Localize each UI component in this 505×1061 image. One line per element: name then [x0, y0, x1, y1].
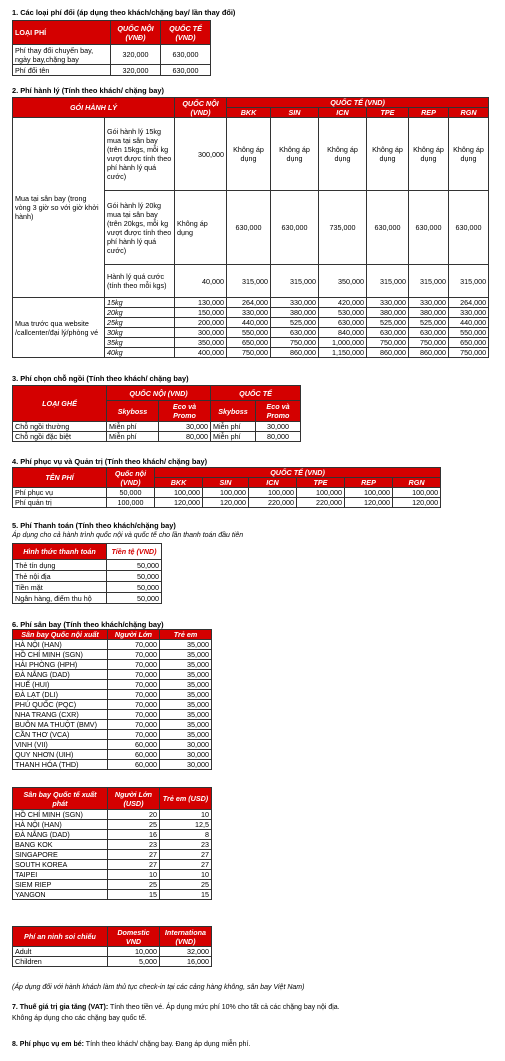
cell: 630,000	[409, 191, 449, 265]
package-label: Gói hành lý 15kg mua tại sân bay (trên 15kgs, mỗi kg vượt được tính theo phí hành lý quá cước)	[105, 118, 175, 191]
cell: Không áp dụng	[319, 118, 367, 191]
cell: 100,000	[393, 488, 441, 498]
cell: 35,000	[160, 660, 212, 670]
cell: 80,000	[159, 432, 211, 442]
table-row	[13, 680, 212, 690]
cell: 100,000	[345, 488, 393, 498]
row-label: Thẻ nội địa	[13, 571, 107, 582]
cell: 50,000	[107, 560, 162, 571]
cell: 220,000	[297, 498, 345, 508]
section-4-title: 4. Phí phục vụ và Quản trị (Tính theo khách/ chặng bay)	[12, 457, 208, 466]
cell: 70,000	[108, 660, 160, 670]
row-label: Chỗ ngồi đặc biệt	[13, 432, 107, 442]
cell: 70,000	[108, 650, 160, 660]
section-7-text2: Không áp dụng cho các chặng bay quốc tế.	[12, 1015, 147, 1022]
cell: 70,000	[108, 730, 160, 740]
table-row	[13, 750, 212, 760]
row-label: SIEM RIEP	[13, 880, 108, 890]
cell: 27	[160, 850, 212, 860]
row-label: HỒ CHÍ MINH (SGN)	[13, 810, 108, 820]
cell: 350,000	[319, 265, 367, 298]
cell: 630,000	[409, 328, 449, 338]
cell: 860,000	[409, 348, 449, 358]
section-7-title: 7. Thuế giá trị gia tăng (VAT):	[12, 1004, 109, 1011]
cell: 50,000	[107, 571, 162, 582]
table-row	[13, 880, 212, 890]
cell: 5,000	[108, 957, 160, 967]
row-label: PHÚ QUỐC (PQC)	[13, 700, 108, 710]
cell: 420,000	[319, 298, 367, 308]
security-fee-table	[12, 926, 212, 967]
table-row	[13, 830, 212, 840]
cell: 330,000	[367, 298, 409, 308]
header-tre-em: Trẻ em (USD)	[160, 788, 212, 810]
package-label: 20kg	[105, 308, 175, 318]
cell: 315,000	[271, 265, 319, 298]
cell: 25	[108, 880, 160, 890]
cell: 70,000	[108, 710, 160, 720]
header-quoc-noi: QUỐC NỘI (VND)	[175, 98, 227, 118]
cell: 750,000	[227, 348, 271, 358]
cell: 60,000	[108, 740, 160, 750]
cell: 220,000	[249, 498, 297, 508]
sub-skyboss: Skyboss	[211, 401, 256, 422]
cell: 70,000	[108, 700, 160, 710]
row-label: ĐÀ NẴNG (DAD)	[13, 670, 108, 680]
header-quoc-te: QUỐC TẾ (VND)	[227, 98, 489, 108]
cell: 380,000	[367, 308, 409, 318]
section-5-note: Áp dụng cho cả hành trình quốc nội và quốc tế cho lần thanh toán đầu tiên	[12, 532, 244, 539]
cell: Miễn phí	[211, 432, 256, 442]
cell: 630,000	[271, 191, 319, 265]
package-label: Gói hành lý 20kg mua tại sân bay (trên 20kgs, mỗi kg vượt được tính theo phí hành lý quá cước)	[105, 191, 175, 265]
cell: 300,000	[175, 328, 227, 338]
cell: 35,000	[160, 730, 212, 740]
cell: 70,000	[108, 680, 160, 690]
section-5-title: 5. Phí Thanh toán (Tính theo khách/chặng bay)	[12, 521, 176, 530]
table-row	[13, 640, 212, 650]
cell: 50,000	[107, 582, 162, 593]
cell: 23	[108, 840, 160, 850]
cell: 120,000	[393, 498, 441, 508]
col-rep: REP	[409, 108, 449, 118]
row-label: HỒ CHÍ MINH (SGN)	[13, 650, 108, 660]
header-domestic: Domestic VND	[108, 927, 160, 947]
cell: 100,000	[297, 488, 345, 498]
cell: Miễn phí	[107, 422, 159, 432]
header-nguoi-lon: Người Lớn	[108, 630, 160, 640]
package-label: 15kg	[105, 298, 175, 308]
cell: 650,000	[449, 338, 489, 348]
row-label: VINH (VII)	[13, 740, 108, 750]
cell: 35,000	[160, 680, 212, 690]
baggage-fee-table	[12, 97, 489, 358]
section-6-note: (Áp dụng đối với hành khách làm thủ tục check-in tại các cảng hàng không, sân bay Việt Nam)	[12, 984, 305, 991]
col-sin: SIN	[271, 108, 319, 118]
cell: 70,000	[108, 670, 160, 680]
cell: 70,000	[108, 640, 160, 650]
cell: 16,000	[160, 957, 212, 967]
row-label: Children	[13, 957, 108, 967]
table-row	[13, 820, 212, 830]
header-san-bay: Sân bay Quốc nội xuất	[13, 630, 108, 640]
header-quoc-noi: Quốc nội (VND)	[107, 468, 155, 488]
row-label: ĐÀ LẠT (DLI)	[13, 690, 108, 700]
cell: 130,000	[175, 298, 227, 308]
table-row	[13, 740, 212, 750]
cell: 440,000	[449, 318, 489, 328]
cell: 1,150,000	[319, 348, 367, 358]
cell: 735,000	[319, 191, 367, 265]
table-row	[13, 840, 212, 850]
sub-eco: Eco và Promo	[256, 401, 301, 422]
cell: Không áp dụng	[367, 118, 409, 191]
header-nguoi-lon: Người Lớn (USD)	[108, 788, 160, 810]
col-sin: SIN	[203, 478, 249, 488]
row-label: HÀ NỘI (HAN)	[13, 640, 108, 650]
table-row	[13, 700, 212, 710]
row-label: QUY NHƠN (UIH)	[13, 750, 108, 760]
section-3-title: 3. Phí chọn chỗ ngồi (Tính theo khách/ chặng bay)	[12, 374, 189, 383]
cell: 840,000	[319, 328, 367, 338]
header-loai-ghe: LOẠI GHẾ	[13, 386, 107, 422]
row-label: CẦN THƠ (VCA)	[13, 730, 108, 740]
cell: 32,000	[160, 947, 212, 957]
header-goi-hanh-ly: GÓI HÀNH LÝ	[13, 98, 175, 118]
cell: 750,000	[271, 338, 319, 348]
cell: 525,000	[271, 318, 319, 328]
cell: 30,000	[160, 750, 212, 760]
cell: 525,000	[409, 318, 449, 328]
table-row	[13, 650, 212, 660]
cell: 35,000	[160, 690, 212, 700]
cell: 300,000	[175, 118, 227, 191]
header-quoc-noi: QUỐC NỘI (VND)	[107, 386, 211, 401]
cell: 10	[160, 810, 212, 820]
header-loai-phi: LOẠI PHÍ	[13, 21, 111, 45]
cell: 30,000	[160, 740, 212, 750]
cell: 120,000	[155, 498, 203, 508]
cell: 8	[160, 830, 212, 840]
table-row	[13, 720, 212, 730]
cell: 23	[160, 840, 212, 850]
section-8	[12, 1041, 250, 1048]
header-international: Internationa (VND)	[160, 927, 212, 947]
cell: 630,000	[367, 328, 409, 338]
cell: 15	[160, 890, 212, 900]
section-7	[12, 1004, 340, 1011]
header-ten-phi: TÊN PHÍ	[13, 468, 107, 488]
cell: 10,000	[108, 947, 160, 957]
section-2-title: 2. Phí hành lý (Tính theo khách/ chặng bay)	[12, 86, 164, 95]
cell: 320,000	[111, 45, 161, 65]
row-label: HÀ NỘI (HAN)	[13, 820, 108, 830]
row-label: ĐÀ NẴNG (DAD)	[13, 830, 108, 840]
table-row	[13, 810, 212, 820]
cell: 35,000	[160, 650, 212, 660]
table-row	[13, 660, 212, 670]
cell: 525,000	[367, 318, 409, 328]
row-label: SINGAPORE	[13, 850, 108, 860]
cell: 50,000	[107, 488, 155, 498]
section-6-title: 6. Phí sân bay (Tính theo khách/chặng bay)	[12, 620, 164, 629]
cell: 120,000	[203, 498, 249, 508]
international-airport-fee-table	[12, 787, 212, 900]
col-tpe: TPE	[367, 108, 409, 118]
table-row	[13, 890, 212, 900]
cell: 860,000	[271, 348, 319, 358]
table-row	[13, 850, 212, 860]
table-row	[13, 760, 212, 770]
cell: 350,000	[175, 338, 227, 348]
cell: 330,000	[271, 298, 319, 308]
row-label: BANG KOK	[13, 840, 108, 850]
service-fee-table	[12, 467, 441, 508]
cell: 40,000	[175, 265, 227, 298]
cell: 80,000	[256, 432, 301, 442]
row-label: Tiền mặt	[13, 582, 107, 593]
row-label: HẢI PHÒNG (HPH)	[13, 660, 108, 670]
header-tien-te: Tiền tệ (VND)	[107, 544, 162, 560]
cell: 630,000	[319, 318, 367, 328]
header-quoc-noi: QUỐC NỘI (VNĐ)	[111, 21, 161, 45]
seat-fee-table	[12, 385, 301, 442]
cell: 1,000,000	[319, 338, 367, 348]
cell: 27	[108, 850, 160, 860]
cell: 100,000	[155, 488, 203, 498]
package-label: 25kg	[105, 318, 175, 328]
cell: 60,000	[108, 750, 160, 760]
cell: 315,000	[227, 265, 271, 298]
package-label: 30kg	[105, 328, 175, 338]
header-an-ninh: Phí an ninh soi chiếu	[13, 927, 108, 947]
cell: 70,000	[108, 720, 160, 730]
row-label: YANGON	[13, 890, 108, 900]
header-hinh-thuc: Hình thức thanh toán	[13, 544, 107, 560]
row-label: Phí phục vụ	[13, 488, 107, 498]
cell: 35,000	[160, 640, 212, 650]
col-rgn: RGN	[393, 478, 441, 488]
cell: 315,000	[449, 265, 489, 298]
cell: 25	[160, 880, 212, 890]
cell: 750,000	[409, 338, 449, 348]
col-tpe: TPE	[297, 478, 345, 488]
header-tre-em: Trẻ em	[160, 630, 212, 640]
cell: 70,000	[108, 690, 160, 700]
cell: 650,000	[227, 338, 271, 348]
cell: 860,000	[367, 348, 409, 358]
row-label: Ngân hàng, điểm thu hộ	[13, 593, 107, 604]
col-rep: REP	[345, 478, 393, 488]
cell: 264,000	[449, 298, 489, 308]
cell: 400,000	[175, 348, 227, 358]
cell: 750,000	[449, 348, 489, 358]
cell: 630,000	[161, 65, 211, 76]
col-bkk: BKK	[155, 478, 203, 488]
cell: 630,000	[367, 191, 409, 265]
cell: 380,000	[271, 308, 319, 318]
row-label: BUÔN MA THUỘT (BMV)	[13, 720, 108, 730]
group-airport: Mua tại sân bay (trong vòng 3 giờ so với giờ khởi hành)	[13, 118, 105, 298]
cell: 264,000	[227, 298, 271, 308]
row-label: Chỗ ngồi thường	[13, 422, 107, 432]
table-row	[13, 710, 212, 720]
cell: Không áp dụng	[449, 118, 489, 191]
cell: 35,000	[160, 720, 212, 730]
cell: 320,000	[111, 65, 161, 76]
cell: 100,000	[203, 488, 249, 498]
cell: 25	[108, 820, 160, 830]
cell: Không áp dụng	[175, 191, 227, 265]
cell: Không áp dụng	[409, 118, 449, 191]
header-quoc-te: QUỐC TẾ (VND)	[155, 468, 441, 478]
cell: 27	[160, 860, 212, 870]
row-label: SOUTH KOREA	[13, 860, 108, 870]
row-label: Thẻ tín dụng	[13, 560, 107, 571]
cell: 440,000	[227, 318, 271, 328]
cell: 50,000	[107, 593, 162, 604]
domestic-airport-fee-table	[12, 629, 212, 770]
section-8-title: 8. Phí phục vụ em bé:	[12, 1041, 84, 1048]
cell: 35,000	[160, 670, 212, 680]
table-row	[13, 690, 212, 700]
package-label: Hành lý quá cước (tính theo mỗi kgs)	[105, 265, 175, 298]
cell: 30,000	[160, 760, 212, 770]
cell: 60,000	[108, 760, 160, 770]
cell: 750,000	[367, 338, 409, 348]
cell: 120,000	[345, 498, 393, 508]
cell: 550,000	[449, 328, 489, 338]
cell: Không áp dụng	[271, 118, 319, 191]
cell: 200,000	[175, 318, 227, 328]
change-fee-table	[12, 20, 211, 76]
cell: 15	[108, 890, 160, 900]
cell: 100,000	[107, 498, 155, 508]
cell: 20	[108, 810, 160, 820]
cell: 380,000	[409, 308, 449, 318]
cell: 150,000	[175, 308, 227, 318]
cell: Miễn phí	[211, 422, 256, 432]
col-icn: ICN	[319, 108, 367, 118]
col-icn: ICN	[249, 478, 297, 488]
cell: 10	[160, 870, 212, 880]
cell: 630,000	[271, 328, 319, 338]
row-label: Phí quản trị	[13, 498, 107, 508]
cell: 35,000	[160, 710, 212, 720]
cell: 10	[108, 870, 160, 880]
row-label: NHA TRANG (CXR)	[13, 710, 108, 720]
cell: 27	[108, 860, 160, 870]
table-row	[13, 860, 212, 870]
header-san-bay-quoc-te: Sân bay Quốc tế xuất phát	[13, 788, 108, 810]
package-label: 35kg	[105, 338, 175, 348]
row-label: Adult	[13, 947, 108, 957]
cell: 330,000	[227, 308, 271, 318]
cell: 35,000	[160, 700, 212, 710]
group-advance: Mua trước qua website /callcenter/đại lý/phòng vé	[13, 298, 105, 358]
cell: 630,000	[449, 191, 489, 265]
row-label: Phí thay đổi chuyến bay, ngày bay,chặng bay	[13, 45, 111, 65]
cell: 12,5	[160, 820, 212, 830]
table-row	[13, 870, 212, 880]
cell: 630,000	[227, 191, 271, 265]
cell: 530,000	[319, 308, 367, 318]
payment-fee-table	[12, 543, 162, 604]
section-8-text: Tính theo khách/ chặng bay. Đang áp dụng miễn phí.	[85, 1041, 251, 1048]
package-label: 40kg	[105, 348, 175, 358]
cell: 100,000	[249, 488, 297, 498]
cell: 16	[108, 830, 160, 840]
sub-eco: Eco và Promo	[159, 401, 211, 422]
row-label: Phí đổi tên	[13, 65, 111, 76]
row-label: HUẾ (HUI)	[13, 680, 108, 690]
cell: 330,000	[409, 298, 449, 308]
header-quoc-te: QUỐC TẾ (VND)	[161, 21, 211, 45]
cell: 630,000	[161, 45, 211, 65]
cell: 30,000	[256, 422, 301, 432]
cell: 550,000	[227, 328, 271, 338]
cell: 30,000	[159, 422, 211, 432]
cell: 315,000	[409, 265, 449, 298]
header-quoc-te: QUỐC TẾ	[211, 386, 301, 401]
cell: 315,000	[367, 265, 409, 298]
cell: Không áp dụng	[227, 118, 271, 191]
col-bkk: BKK	[227, 108, 271, 118]
row-label: THANH HÓA (THD)	[13, 760, 108, 770]
row-label: TAIPEI	[13, 870, 108, 880]
table-row	[13, 670, 212, 680]
section-1-title: 1. Các loại phí đổi (áp dụng theo khách/chặng bay/ lần thay đổi)	[12, 8, 236, 17]
cell: Miễn phí	[107, 432, 159, 442]
col-rgn: RGN	[449, 108, 489, 118]
cell: 330,000	[449, 308, 489, 318]
sub-skyboss: Skyboss	[107, 401, 159, 422]
section-7-text: Tính theo tiền vé. Áp dụng mức phí 10% cho tất cả các chặng bay nội địa.	[110, 1004, 340, 1011]
table-row	[13, 730, 212, 740]
